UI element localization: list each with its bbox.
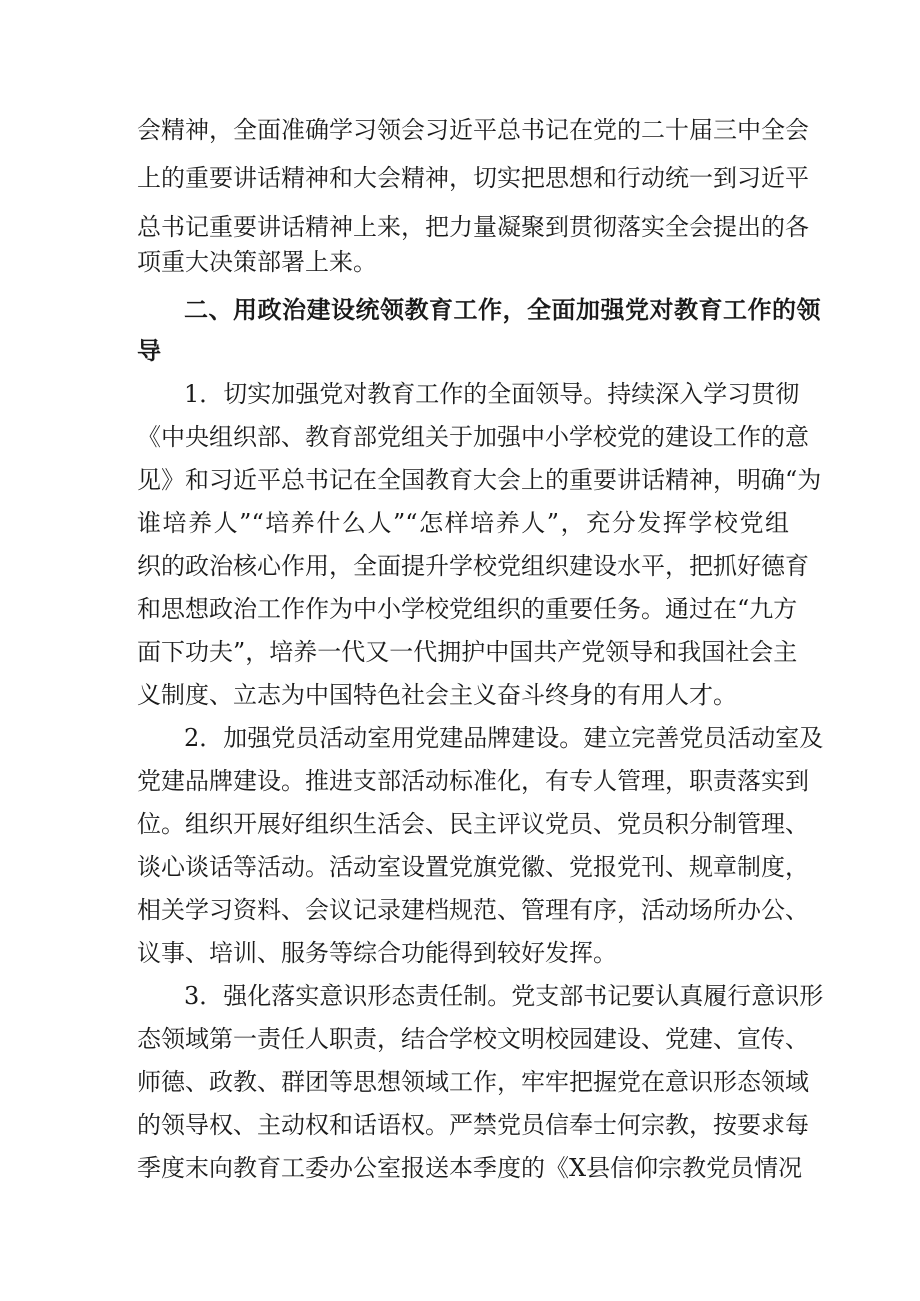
section-heading: 二、用政治建设统领教育工作，全面加强党对教育工作的领 <box>184 296 821 324</box>
section-heading: 导 <box>137 337 162 365</box>
item-1-line: 谁培养人”“培养什么人”“怎样培养人”，充分发挥学校党组 <box>137 509 789 537</box>
item-3-line: 3．强化落实意识形态责任制。党支部书记要认真履行意识形 <box>184 982 824 1010</box>
item-2-line: 党建品牌建设。推进支部活动标准化，有专人管理，职责落实到 <box>137 767 809 795</box>
item-1-line: 1．切实加强党对教育工作的全面领导。持续深入学习贯彻 <box>184 380 800 408</box>
item-3-line: 季度末向教育工委办公室报送本季度的《X县信仰宗教党员情况 <box>137 1154 803 1182</box>
item-1-line: 面下功夫”，培养一代又一代拥护中国共产党领导和我国社会主 <box>137 638 798 666</box>
item-1-line: 《中央组织部、教育部党组关于加强中小学校党的建设工作的意 <box>137 423 809 451</box>
intro-line: 上的重要讲话精神和大会精神，切实把思想和行动统一到习近平 <box>137 164 809 192</box>
item-2-line: 谈心谈话等活动。活动室设置党旗党徽、党报党刊、规章制度， <box>137 853 809 881</box>
item-3-line: 态领域第一责任人职责，结合学校文明校园建设、党建、宣传、 <box>137 1025 809 1053</box>
intro-line: 项重大决策部署上来。 <box>137 248 377 276</box>
item-3-line: 的领导权、主动权和话语权。严禁党员信奉士何宗教，按要求每 <box>137 1111 809 1139</box>
item-3-line: 师德、政教、群团等思想领域工作，牢牢把握党在意识形态领域 <box>137 1068 809 1096</box>
item-1-line: 见》和习近平总书记在全国教育大会上的重要讲话精神，明确“为 <box>137 466 822 494</box>
item-1-line: 义制度、立志为中国特色社会主义奋斗终身的有用人才。 <box>137 681 737 709</box>
item-2-line: 位。组织开展好组织生活会、民主评议党员、党员积分制管理、 <box>137 810 809 838</box>
item-2-line: 相关学习资料、会议记录建档规范、管理有序，活动场所办公、 <box>137 896 809 924</box>
intro-line: 总书记重要讲话精神上来，把力量凝聚到贯彻落实全会提出的各 <box>137 213 809 241</box>
item-2-line: 议事、培训、服务等综合功能得到较好发挥。 <box>137 939 617 967</box>
item-1-line: 织的政治核心作用，全面提升学校党组织建设水平，把抓好德育 <box>137 552 809 580</box>
intro-line: 会精神，全面准确学习领会习近平总书记在党的二十届三中全会 <box>137 116 809 144</box>
item-1-line: 和思想政治工作作为中小学校党组织的重要任务。通过在“九方 <box>137 595 798 623</box>
item-2-line: 2．加强党员活动室用党建品牌建设。建立完善党员活动室及 <box>184 724 824 752</box>
